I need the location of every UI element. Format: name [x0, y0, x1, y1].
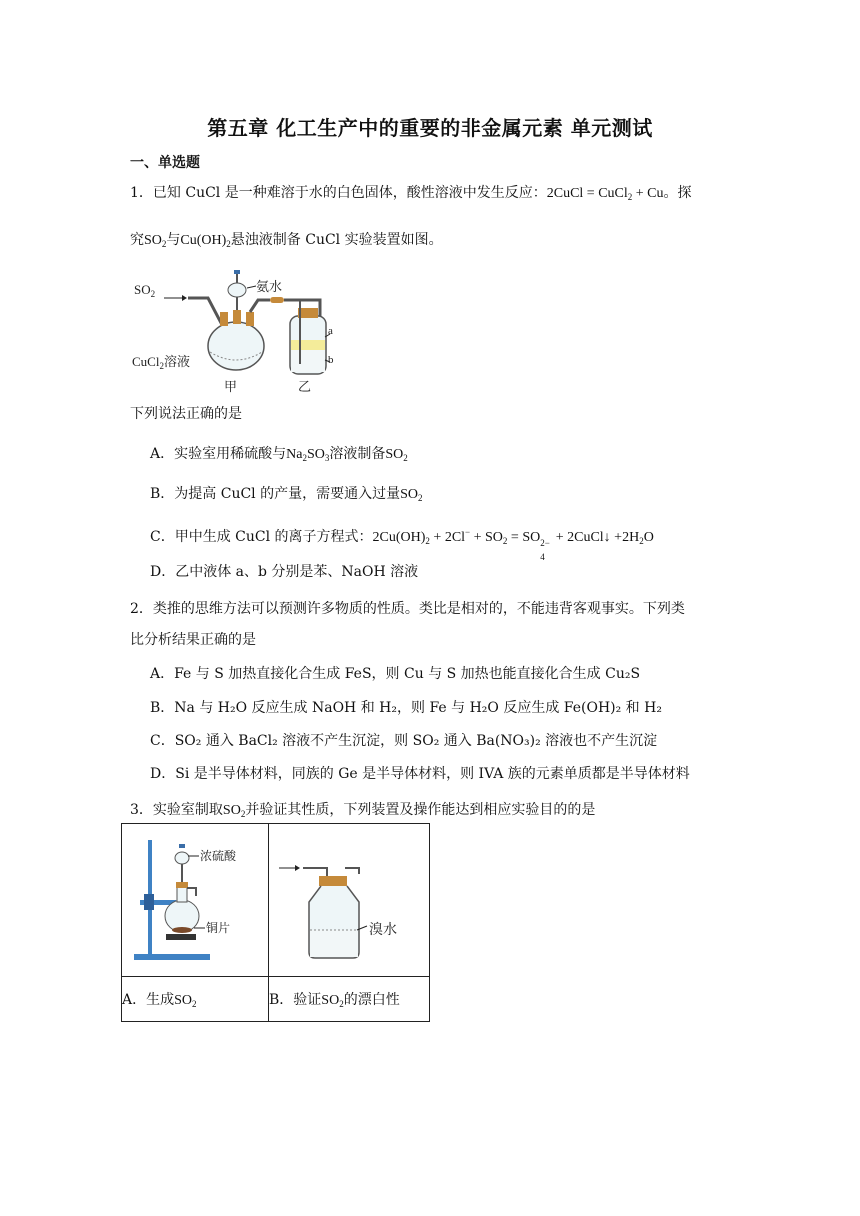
section-heading: 一、单选题 [130, 155, 200, 171]
q3-line: 3．实验室制取$SO_2$并验证其性质，下列装置及操作能达到相应实验目的的是 [130, 802, 596, 819]
q2-line1: 2．类推的思维方法可以预测许多物质的性质。类比是相对的，不能违背客观事实。下列类 [130, 601, 685, 617]
q2-option-c[interactable]: C．SO₂ 通入 BaCl₂ 溶液不产生沉淀，则 SO₂ 通入 Ba(NO₃)₂ 溶液也不产生沉淀 [150, 733, 658, 749]
q3-figure-b [269, 824, 429, 972]
page-title: 第五章 化工生产中的重要的非金属元素 单元测试 [207, 116, 653, 140]
q3-figure-a [122, 824, 268, 972]
q3-options-table [121, 823, 430, 1022]
q1-line1: 1．已知 CuCl 是一种难溶于水的白色固体，酸性溶液中发生反应：2CuCl = CuCl$_2$ + Cu。探 [130, 185, 692, 202]
q3-option-b[interactable]: B．验证$SO_2$的漂白性 [269, 977, 430, 1022]
svg-text:乙: 乙 [298, 379, 312, 394]
q3-figure-a-cell [122, 824, 269, 977]
svg-text:a: a [328, 325, 333, 337]
q2-option-d[interactable]: D．Si 是半导体材料，同族的 Ge 是半导体材料，则 IVA 族的元素单质都是半导体材料 [150, 766, 690, 782]
svg-text:CuCl2溶液: CuCl$_2$溶液 [132, 354, 190, 371]
q1-option-b[interactable]: B．为提高 CuCl 的产量，需要通入过量$SO_2$ [150, 486, 423, 503]
q1-prompt: 下列说法正确的是 [130, 406, 242, 422]
q2-option-b[interactable]: B．Na 与 H₂O 反应生成 NaOH 和 H₂，则 Fe 与 H₂O 反应生成 Fe(OH)₂ 和 H₂ [150, 700, 662, 716]
q3-option-a[interactable]: A．生成$SO_2$ [122, 977, 269, 1022]
q1-option-a[interactable]: A．实验室用稀硫酸与$Na_2SO_3$溶液制备$SO_2$ [150, 446, 408, 463]
svg-text:浓硫酸: 浓硫酸 [200, 849, 237, 863]
q1-apparatus-figure [130, 264, 345, 396]
q2-option-a[interactable]: A．Fe 与 S 加热直接化合生成 FeS，则 Cu 与 S 加热也能直接化合生成 Cu₂S [150, 666, 641, 682]
q3-figure-b-cell [269, 824, 430, 977]
q2-line2: 比分析结果正确的是 [130, 632, 256, 648]
svg-text:SO2: $SO_2$ [134, 282, 156, 299]
svg-text:铜片: 铜片 [206, 921, 231, 935]
svg-text:甲: 甲 [224, 379, 238, 394]
q1-option-c[interactable]: C．甲中生成 CuCl 的离子方程式：$2Cu(OH)_2 + 2Cl^- + SO_2$ = SO 2− 4 + 2CuCl↓ $+2H_2O$ [150, 527, 654, 562]
svg-text:溴水: 溴水 [369, 922, 397, 938]
svg-text:b: b [328, 354, 334, 366]
q1-option-d[interactable]: D．乙中液体 a、b 分别是苯、NaOH 溶液 [150, 564, 419, 580]
svg-text:氨水: 氨水 [256, 279, 283, 294]
q1-line2: 究$SO_2$与$Cu(OH)_2$悬浊液制备 CuCl 实验装置如图。 [130, 232, 443, 249]
